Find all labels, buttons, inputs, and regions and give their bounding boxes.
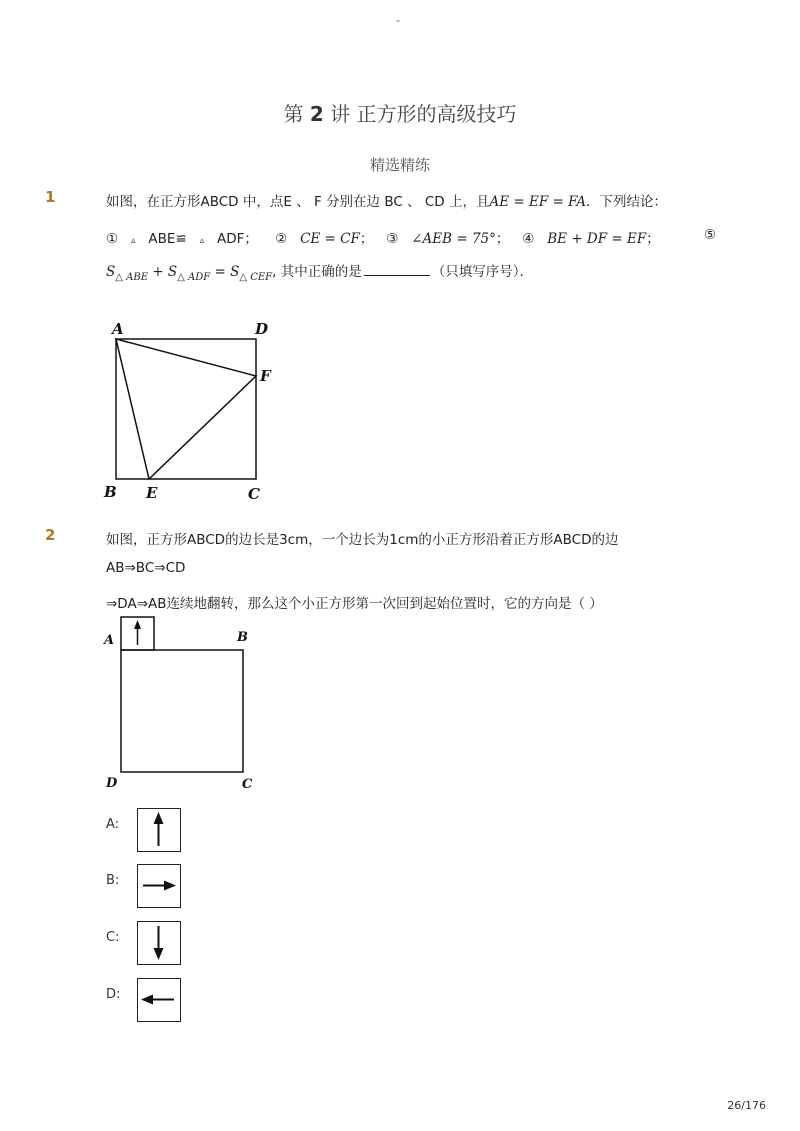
q1-f4: BE + DF = EF	[547, 231, 647, 247]
q2-line-2: AB⇒BC⇒CD	[106, 560, 186, 576]
area-sub-abe: △ ABE	[115, 272, 148, 283]
q1-s2: ；	[359, 231, 374, 247]
option-b-box[interactable]	[137, 864, 181, 908]
q1-f2: CE = CF	[300, 231, 360, 247]
option-c-box[interactable]	[137, 921, 181, 965]
equals-sign: =	[210, 264, 231, 280]
q1-figure	[100, 315, 290, 510]
q1-line-1	[106, 190, 667, 210]
q1-c4: ④	[522, 231, 535, 247]
label-b: B	[104, 483, 117, 501]
big-square	[121, 650, 243, 772]
area-symbol: S	[167, 264, 178, 280]
label-b: B	[237, 630, 248, 645]
q1-line3-tail2: （只填写序号）．	[431, 264, 533, 280]
question-1-number: 1	[45, 188, 56, 206]
area-symbol: S	[106, 264, 116, 280]
label-d: D	[106, 776, 118, 791]
area-sub-cef: △ CEF	[239, 272, 273, 283]
down-arrow-icon	[138, 922, 179, 963]
option-d-label: D:	[106, 987, 121, 1002]
q1-s3: ；	[495, 231, 510, 247]
label-f: F	[260, 367, 271, 385]
header-mark: -	[396, 14, 400, 27]
q1-line1-text: 如图，在正方形ABCD 中，点E 、 F 分别在边 BC 、 CD 上，且	[106, 194, 490, 210]
title-suffix: 讲 正方形的高级技巧	[330, 102, 517, 126]
q1-s4: ；	[646, 231, 660, 247]
triangle-icon: ▵	[199, 236, 205, 246]
q1-line3-tail1: , 其中正确的是	[272, 264, 362, 280]
option-b-label: B:	[106, 873, 120, 888]
option-a-box[interactable]	[137, 808, 181, 852]
label-d: D	[255, 320, 269, 338]
right-arrow-icon	[138, 865, 179, 906]
title-number: 2	[309, 102, 324, 126]
page-number: 26/176	[727, 1099, 766, 1112]
question-2-number: 2	[45, 526, 56, 544]
q1-c5: ⑤	[703, 227, 716, 243]
q2-figure	[100, 612, 270, 797]
option-a-label: A:	[106, 817, 120, 832]
answer-blank	[364, 263, 430, 276]
page-title	[0, 98, 800, 127]
label-c: C	[248, 485, 260, 503]
label-e: E	[146, 484, 158, 502]
q1-t2: ADF；	[217, 231, 258, 247]
q1-f3: ∠AEB = 75°	[411, 231, 496, 247]
square-abcd	[116, 339, 256, 479]
q1-line1-tail: ．下列结论：	[586, 194, 668, 210]
up-arrow-icon	[138, 809, 179, 850]
area-sub-adf: △ ADF	[177, 272, 211, 283]
option-d-box[interactable]	[137, 978, 181, 1022]
q1-c3: ③	[386, 231, 399, 247]
q1-line-2	[106, 227, 716, 247]
q1-t1: ABE≌	[148, 231, 187, 247]
arrow-head-icon	[134, 620, 141, 629]
triangle-aef	[116, 339, 256, 479]
area-symbol: S	[230, 264, 240, 280]
q1-c1: ①	[106, 231, 119, 247]
left-arrow-icon	[138, 979, 179, 1020]
q1-line1-formula: AE = EF = FA	[489, 194, 587, 210]
title-prefix: 第	[283, 102, 304, 126]
label-a: A	[104, 633, 115, 648]
option-c-label: C:	[106, 930, 120, 945]
label-a: A	[112, 320, 124, 338]
q1-c2: ②	[275, 231, 288, 247]
q2-line-1: 如图，正方形ABCD的边长是3cm，一个边长为1cm的小正方形沿着正方形ABCD的边	[106, 532, 619, 548]
label-c: C	[242, 777, 253, 792]
plus-sign: +	[148, 264, 168, 280]
triangle-icon: ▵	[130, 236, 136, 246]
q1-line-3	[106, 260, 533, 283]
section-subtitle: 精选精练	[369, 156, 430, 174]
q2-line-3: ⇒DA⇒AB连续地翻转，那么这个小正方形第一次回到起始位置时，它的方向是（ ）	[106, 596, 603, 612]
